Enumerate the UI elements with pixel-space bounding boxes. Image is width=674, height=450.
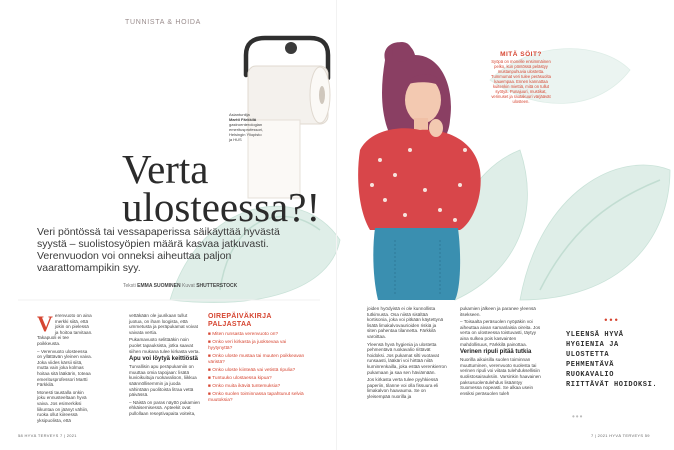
column-paragraph: – Näistä on paras näyttö pukamien ehkäisemisessä. Apteekit ovat pullollaan reseptivapaita voiteita, [129,399,200,416]
article-column-1 [37,313,93,425]
expert-caption [229,112,277,142]
headline-line-2: ulosteessa?! [122,184,321,230]
lede: Veri pöntössä tai vessapaperissa säikäyttää hyvästä syystä – suolistosyöpien määrä kasvaa jatkuvasti. Verenvuodon voi onneksi aiheuttaa paljon vaarattomampikin syy. [37,226,280,274]
credits-text-author: EMMA SUOMINEN [137,283,181,289]
credits-photo-author: SHUTTERSTOCK [196,283,238,289]
magazine-name-right: HYVÄ TERVEYS [609,433,644,438]
column-paragraph: – Toisaalta peräsuolen nyöpäkin voi aiheuttaa aivan samanlaisia oireita. Jos verta on ulosteessa toistuvasti, täytyy aina sulkea pois kasvainten mahdollisuus, Färkkilä painottaa. [460,319,541,347]
callout-body: Syöpä on monelle ensimmäinen pelko, kun pöntössä pelästyy mustanpuhuvia ulostetta. Tummumat veri tulee peräsuolta kauempaa. Ennen kannattaa kuitenkin miettiä, mitä on tullut syötyä. Punajuuri, mustikat, verinuset ja rautakuuri värjäävät ulosteen. [491,59,551,104]
column-paragraph: Jos kirkasta verta tulee pyyhkiessä paperiin, tilanne voi olla fissuura eli limakalvon haavauma. Se on yleisempää nuorilla ja [367,377,439,399]
spine-gutter [336,0,337,450]
diary-heading: OIREPÄIVÄKIRJA PALJASTAA [208,313,272,328]
headline [122,146,322,230]
pull-quote: YLEENSÄ HYVÄ HYGIENIA JA ULOSTETTA PEHMENTÄVÄ RUOKAVALIO RIITTÄVÄT HOIDOKSI. [566,331,658,389]
magazine-name-left: HYVÄ TERVEYS [24,433,59,438]
column-paragraph: Pukamavuoto selittääkin noin puolet tapauksista, jotka saavat siihen mukana tulee kirkasta verta. [129,337,200,354]
caption-title-2: emeritusprofessori, [229,127,264,132]
pull-quote-end-dots: ••• [572,412,584,421]
caption-role: Asiantuntija [229,112,250,117]
callout-box [491,52,551,104]
issue-left: 7 | 2021 [60,433,77,438]
column-subhead: Apu voi löytyä keittiöstä [129,356,199,363]
diary-item: ■ Onko suolen toiminnassa tapahtunut selviä muutoksia? [208,392,304,403]
article-column-4 [367,306,447,402]
diary-item: ■ Onko uloste kiinteää vai vetistä ripulia? [208,368,296,373]
issue-right: 7 | 2021 [591,433,608,438]
callout-heading: MITÄ SÖIT? [500,51,542,58]
diary-item: ■ Onko muita ikäviä tuntemuksia? [208,384,281,389]
headline-line-1: Verta [122,146,209,192]
pull-quote-dots: ••• [604,315,620,325]
column-paragraph: Verenvuoto on aina merkki siitä, että jokin on pielessä ja hoitoa tarvitaan. Takapuoli ei tee poikkeusta. [37,311,93,346]
caption-title-1: gastroenterologian [229,122,263,127]
column-subhead: Verinen ripuli pitää tutkia [460,349,532,356]
column-paragraph: Monesti taustalla onkin joku ennusteeltaan hyvä vaiva. Jos esimerkiksi liikuntaa on jäänyt vähiin, ruoka ollut kiireessä yksipuolista, että [37,389,89,423]
column-paragraph: vettäkään ole juurikaan tullut juotua, on iham loogista, että ummetusta ja peräpukamat voivat vaivata vertia. [129,313,198,335]
footer-left [18,433,77,438]
footer-right [591,433,650,438]
caption-name: Martti Färkkilä [229,117,257,122]
credits-photo-label: Kuvat [182,283,195,289]
article-column-5 [460,306,544,398]
symptom-diary-box [208,313,308,406]
caption-title-3: Helsingin Yliopisto [229,132,262,137]
diary-item: ■ Onko veri kirkasta ja juoksevaa vai hyytynyttä? [208,340,287,351]
page-number-right: 59 [644,433,650,438]
caption-title-4: ja HUS [229,137,242,142]
column-paragraph: pukamien jälkeen ja paranee yleensä itsekseen. [460,306,536,317]
article-column-2 [129,313,201,419]
drop-cap: V [37,311,53,336]
credits-text-label: Teksti [123,283,136,289]
diary-item: ■ Onko uloste mustaa tai muuten poikkeavan väristä? [208,354,305,365]
section-label: TUNNISTA & HOIDA [125,19,202,26]
page-number-left: 58 [18,433,24,438]
column-paragraph: – Verenvuoto ulosteessa on yllättävän yleinen vaiva. Joka viides kärsii siitä, mutta vain joka kolmas hoitaa sitä lääkärin, toteaa emeritusprofessori Martti Färkkilä. [37,348,92,388]
column-paragraph: Nuorilla aikuisilla suolen toiminnan muuttuminen, verenvuoto suolesta tai verinen ripuli voi viitata tulehduksellisiin suolistosairauksiin. Varsinkin haavainen paksusuolentulehdus lisääntyy Suomessa nopeasti. Se alkaa usein ensiksi peräsuolen tuleh [460,357,541,396]
column-paragraph: joiden hyödyistä ei ole kunnollista tutkimusta. Osa niistä sisältää kortisonia, joka voi pitkään käytettynä lisätä limakalvovaurioiden riskiä ja siten pahentaa tilannetta. Färkkilä varoittaa. [367,306,444,339]
credits [123,283,237,289]
column-paragraph: Turvallisin apu peräpukamiin on muuttaa omia tapojaan: lisätä kuvioikuituja ruokavalioon, liikkua säännöllisemmin ja juoda vähintään puolitoista litraa vettä päivässä. [129,364,197,398]
diary-item: ■ Miten runsasta verenvuoto on? [208,332,279,337]
diary-item: ■ Tuntuuko ulostaessa kipua? [208,376,272,381]
column-paragraph: Yleensä hyvä hygienia ja ulostetta pehmentävä ruokavalio riittävät hoidoksi. Jos pukamat silti vuotavat runsaasti, lääkäri voi hirttää niitä kuminrenkailla, joka estää verenkierron pukamaan ja saa sen häviämään. [367,341,447,375]
